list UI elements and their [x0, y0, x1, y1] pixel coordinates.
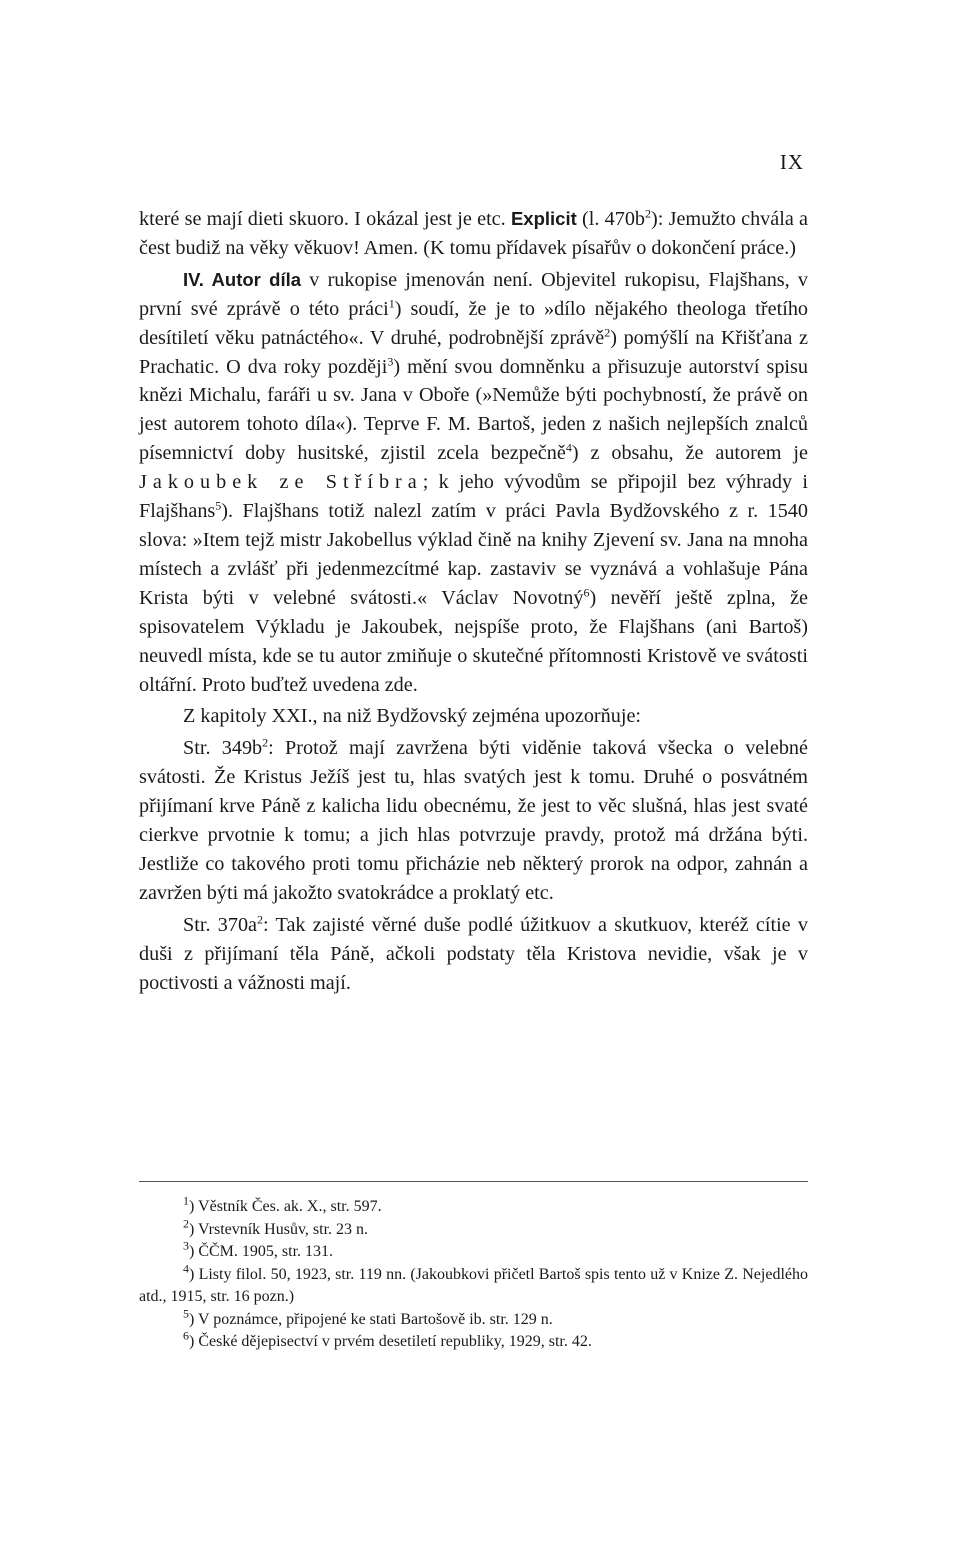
text-run: ): Jemužto chvála a čest budiž na věky věkuov! Amen. (K tomu přídavek písařův o dokončení práce.) — [139, 208, 808, 259]
paragraph-explicit — [139, 205, 808, 263]
footnote-text: ) Věstník Čes. ak. X., str. 597. — [189, 1198, 382, 1215]
text-run: ) mění svou domněnku a přisuzuje autorství spisu knězi Michalu, faráři u sv. Jana v Oboře (»Nemůže býti pochybností, že právě on jest autorem tohoto díla«). Teprve F. M. Bartoš, jeden z našich nejlepších znalců písemnictví doby husitské, zjistil zcela bezpečně — [139, 355, 808, 465]
paragraph-chapter: Z kapitoly XXI., na niž Bydžovský zejména upozorňuje: — [183, 705, 642, 728]
text-run: ; k jeho vývodům se připojil bez výhrady i Flajšhans — [139, 471, 808, 523]
superscript: 2 — [257, 912, 264, 927]
text-run: (l. 470b — [576, 208, 646, 230]
footnote-number: 2 — [183, 1216, 189, 1231]
footnote-text: ) ČČM. 1905, str. 131. — [189, 1243, 334, 1260]
footnote-text: ) Listy filol. 50, 1923, str. 119 nn. (Jakoubkovi přičetl Bartoš spis tento už v Knize Z. Nejedlého atd., 1915, str. 16 pozn.) — [139, 1265, 808, 1305]
footnote — [139, 1261, 808, 1309]
footnote — [139, 1216, 808, 1242]
footnote-ref-4: 4 — [565, 440, 572, 455]
footnote-text: ) České dějepisectví v prvém desetiletí republiky, 1929, str. 42. — [189, 1333, 592, 1350]
superscript: 2 — [262, 735, 269, 750]
footnotes — [139, 1193, 808, 1354]
text-run: ) z obsahu, že autorem je — [571, 442, 808, 465]
paragraph-quote-349b — [139, 734, 808, 907]
text-run: ) nevěří ještě zplna, že spisovatelem Výkladu je Jakoubek, nejspíše proto, že Flajšhans (ani Bartoš) neuvedl místa, kde se tu autor zmiňuje o skutečné přítomnosti Kristově ve svátosti oltářní. Proto buďtež uvedena zde. — [139, 586, 808, 696]
text-run: ). Flajšhans totiž nalezl zatím v práci Pavla Bydžovského z r. 1540 slova: »Item tejž mistr Jakobellus výklad čině na knihy Zjevení sv. Jana na mnoha místech a zvlášť při jedenmezcítmé kap. zastaviv se vyznává a vohlašuje Pána Krista býti v velebné svátosti.« Václav Novotný — [139, 500, 808, 609]
body-text — [139, 205, 808, 997]
section-heading-author: IV. Autor díla — [183, 268, 302, 290]
footnote-text: ) V poznámce, připojené ke stati Bartošově ib. str. 129 n. — [189, 1310, 553, 1328]
text-run: Str. 349b — [183, 737, 263, 760]
explicit-label: Explicit — [510, 208, 577, 229]
author-name: Jakoubek ze Stříbra — [139, 471, 423, 494]
footnote-number: 3 — [183, 1238, 189, 1253]
footnote-ref-5: 5 — [215, 498, 222, 513]
text-run: v rukopise jmenován není. Objevitel rukopisu, Flajšhans, v první své zprávě o této práci — [139, 268, 808, 320]
text-run: : Protož mají zavržena býti viděnie taková všecka o velebné svátosti. Že Kristus Ježíš jest tu, hlas svatých jest k tomu. Druhé o posvátném přijímaní krve Páně z kalicha lidu obecnému, že jest to věc slušná, hlas jest svaté cierkve prvotnie k tomu; a jich hlas potvrzuje pravdy, protož má držána býti. Jestliže co takového proti tomu přicházie neb některý prorok na odpor, zahnán a zavržen býti má jakožto svatokrádce a proklatý etc. — [139, 737, 808, 904]
footnote-divider — [139, 1181, 808, 1182]
superscript: 2 — [645, 206, 652, 221]
text-run: Str. 370a — [183, 913, 258, 936]
text-run: ) soudí, že je to »dílo nějakého theologa třetího desítiletí věku patnáctého«. V druhé, podrobnější zprávě — [139, 297, 809, 349]
footnote-ref-2: 2 — [604, 324, 611, 339]
footnote-number: 6 — [183, 1328, 189, 1343]
footnote — [139, 1193, 808, 1219]
footnote-number: 4 — [183, 1261, 189, 1276]
text-run: : Tak zajisté věrné duše podlé úžitkuov a skutkuov, kteréž cítie v duši z přijímaní těla Páně, ačkoli podstaty těla Kristova nevidie, však je v poctivosti a vážnosti mají. — [139, 913, 809, 994]
footnote — [139, 1306, 808, 1332]
page-number: IX — [779, 150, 804, 174]
paragraph-author — [139, 266, 808, 700]
paragraph-quote-370a — [139, 911, 808, 998]
footnote — [139, 1328, 808, 1354]
footnote — [139, 1238, 808, 1264]
footnote-number: 1 — [183, 1193, 189, 1208]
footnote-ref-6: 6 — [583, 585, 590, 600]
footnote-number: 5 — [183, 1306, 189, 1321]
footnote-text: ) Vrstevník Husův, str. 23 n. — [189, 1220, 369, 1238]
text-run: které se mají dieti skuoro. I okázal jest je etc. — [139, 208, 511, 230]
footnote-ref-1: 1 — [388, 295, 395, 310]
footnote-ref-3: 3 — [387, 353, 394, 368]
text-run: ) pomýšlí na Křišťana z Prachatic. O dva roky později — [139, 326, 808, 378]
